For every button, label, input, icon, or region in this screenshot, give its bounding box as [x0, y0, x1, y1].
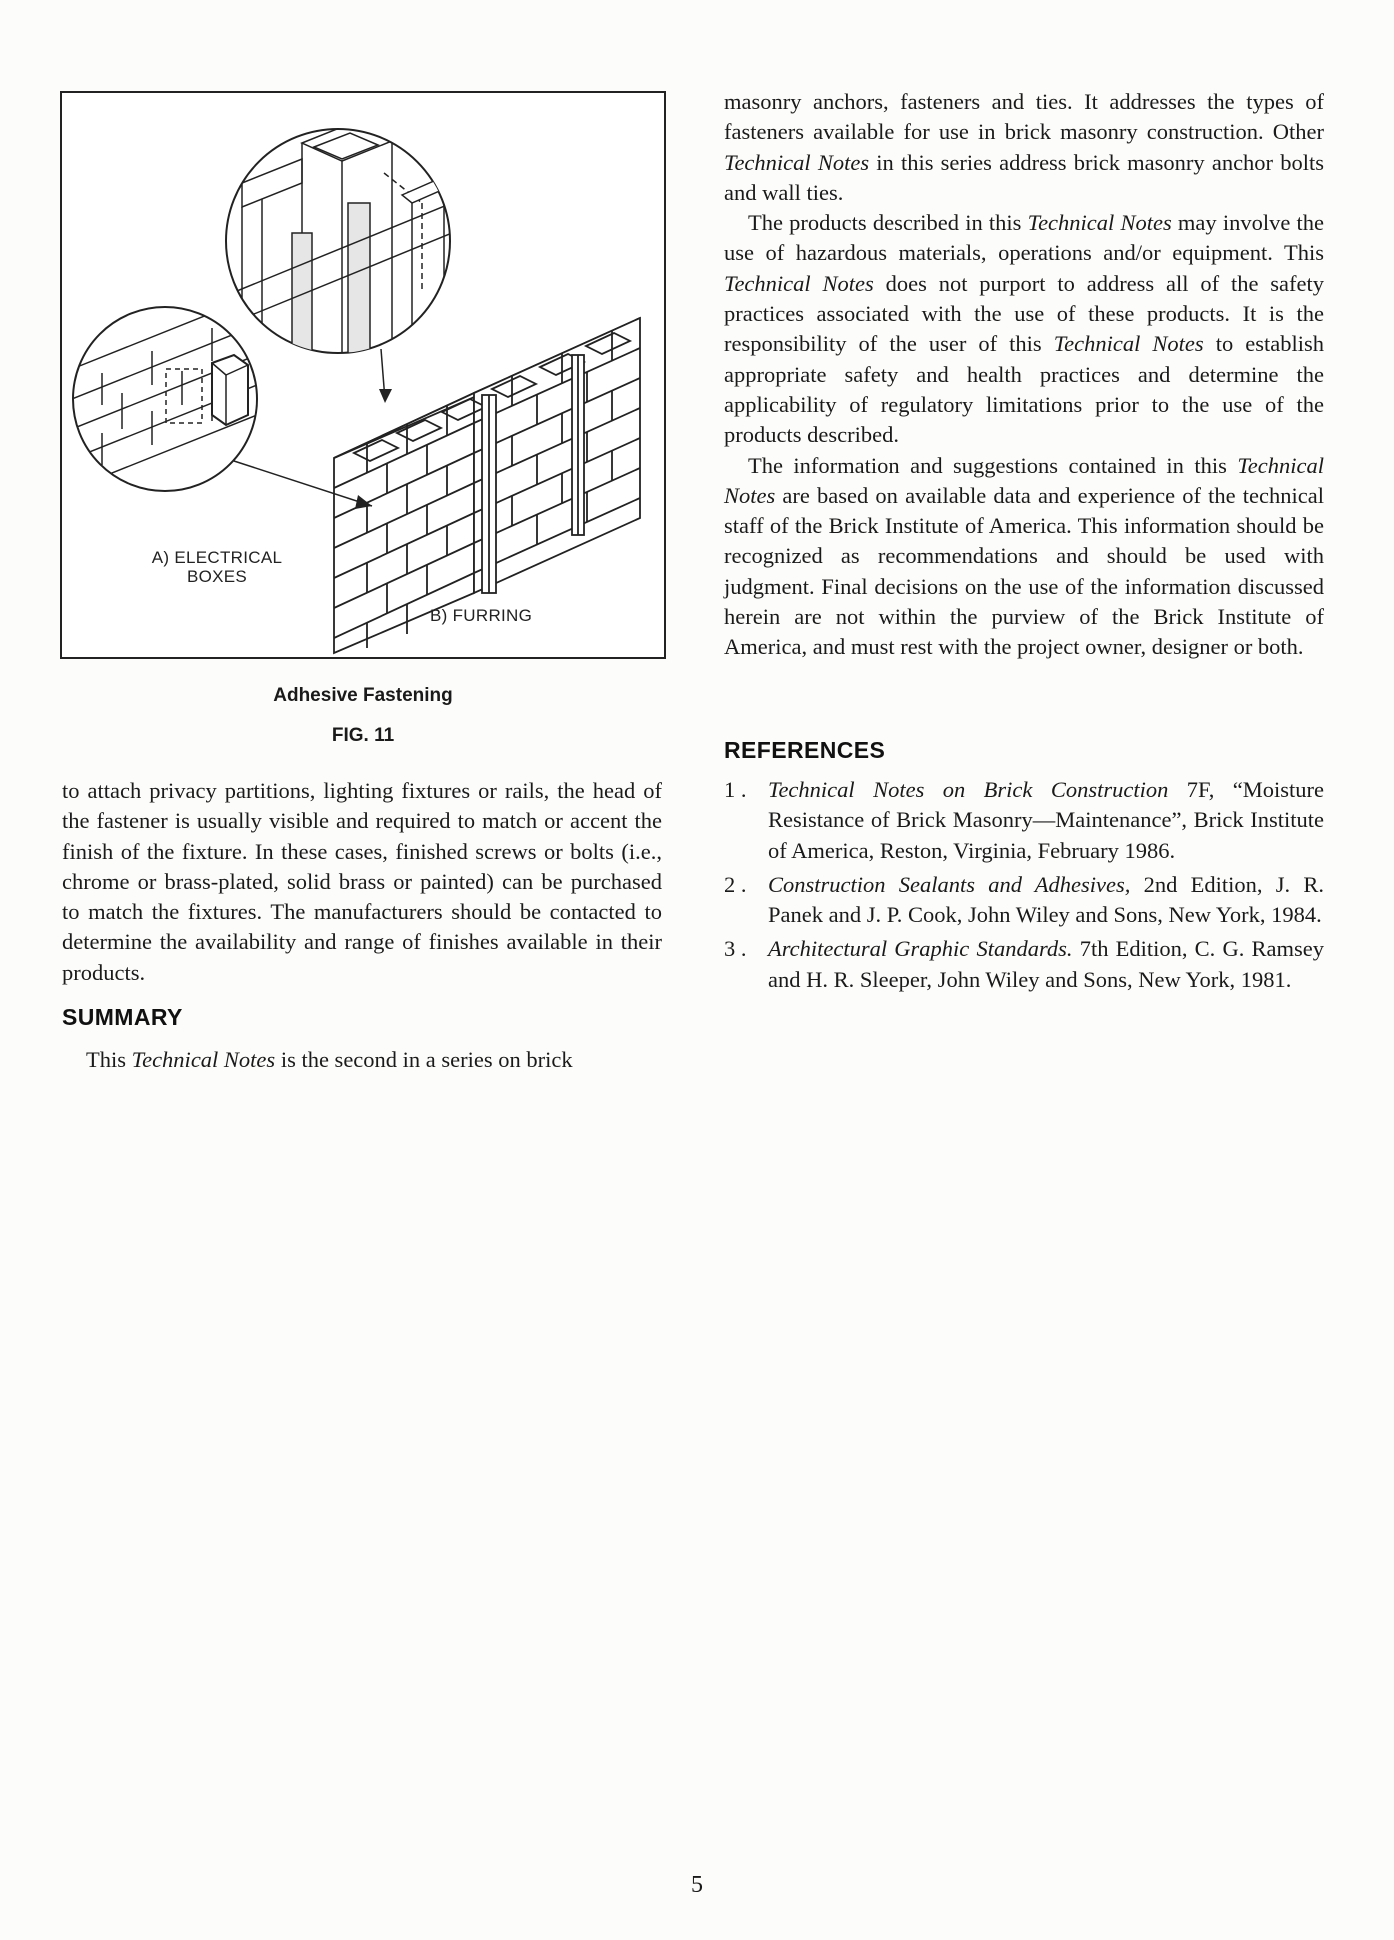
p3-b: are based on available data and experience of the technical staff of the Brick Institute of America. This information should be recognized as recommendations and should be used with judgment. Final decisions on the use of the information discussed herein are not within the purview of the Brick Institute of America, and must rest with the project owner, designer or both. — [724, 482, 1324, 660]
reference-body — [768, 775, 1324, 866]
references-list — [724, 775, 1324, 999]
label-a-line2: BOXES — [186, 567, 248, 586]
reference-title: Construction Sealants and Adhesives, — [768, 871, 1131, 897]
figure-number: FIG. 11 — [331, 725, 395, 746]
references-heading: REFERENCES — [724, 737, 886, 763]
reference-body — [768, 934, 1324, 995]
right-column — [724, 87, 1324, 663]
figure-11 — [60, 91, 666, 659]
p2-italic3: Technical Notes — [1053, 331, 1204, 357]
furring-detail — [226, 123, 452, 403]
reference-item — [724, 870, 1324, 931]
p1-after: in this series address brick masonry anchor bolts and wall ties. — [724, 149, 1324, 205]
p2-d: to establish appropriate safety and health practices and determine the applicability of regulatory limitations prior to the use of the products described. — [724, 331, 1324, 448]
p2-italic2: Technical Notes — [724, 270, 874, 296]
safety-paragraph — [724, 208, 1324, 450]
p2-italic1: Technical Notes — [1027, 210, 1172, 236]
summary-heading: SUMMARY — [62, 1004, 183, 1030]
reference-title: Architectural Graphic Standards. — [768, 936, 1073, 962]
reference-title: Technical Notes on Brick Construction — [768, 777, 1169, 802]
masonry-wall-drawing — [334, 318, 640, 653]
p1-italic: Technical Notes — [724, 149, 870, 175]
furring-label: B) FURRING — [430, 606, 533, 625]
reference-number: 1 . — [724, 777, 747, 802]
reference-details: 7F, “Moisture Resistance of Brick Masonry—Maintenance”, Brick Institute of America, Reston, Virginia, February 1986. — [768, 777, 1324, 863]
summary-intro-before: This — [86, 1047, 132, 1072]
p2-a: The products described in this — [748, 210, 1028, 236]
disclaimer-paragraph — [724, 451, 1324, 663]
fastener-finish-paragraph: to attach privacy partitions, lighting fixtures or rails, the head of the fastener is usually visible and required to match or accent the finish of the fixture. In these cases, finished screws or bolts (i.e., chrome or brass-plated, solid brass or painted) can be purchased to match the fixtures. The manufacturers should be contacted to determine the availability and range of finishes available in their products. — [62, 778, 662, 985]
p1-text: masonry anchors, fasteners and ties. It addresses the types of fasteners available for use in brick masonry construction. Other — [724, 89, 1324, 145]
label-a-line1: A) ELECTRICAL — [151, 548, 283, 567]
left-column-paragraph — [62, 776, 662, 988]
reference-details: 7th Edition, C. G. Ramsey and H. R. Sleeper, John Wiley and Sons, New York, 1981. — [768, 936, 1324, 992]
p3-italic: Technical Notes — [724, 452, 1324, 508]
page-number: 5 — [691, 1872, 703, 1898]
reference-body — [768, 870, 1324, 931]
summary-intro-after: is the second in a series on brick — [275, 1047, 573, 1072]
p3-a: The information and suggestions contained in this — [748, 452, 1238, 478]
reference-number: 2 . — [724, 871, 747, 897]
summary-continuation-paragraph — [724, 87, 1324, 208]
p2-c: does not purport to address all of the safety practices associated with the use of these products. It is the responsibility of the user of this — [724, 270, 1324, 357]
reference-item — [724, 934, 1324, 995]
reference-number: 3 . — [724, 936, 747, 962]
electrical-boxes-label — [132, 548, 302, 586]
figure-caption: Adhesive Fastening — [273, 685, 453, 706]
summary-paragraph — [62, 1045, 662, 1075]
reference-details: 2nd Edition, J. R. Panek and J. P. Cook, John Wiley and Sons, New York, 1984. — [768, 871, 1324, 928]
summary-intro-italic: Technical Notes — [131, 1047, 276, 1072]
p2-b: may involve the use of hazardous materials, operations and/or equipment. This — [724, 210, 1325, 266]
reference-item — [724, 775, 1324, 866]
